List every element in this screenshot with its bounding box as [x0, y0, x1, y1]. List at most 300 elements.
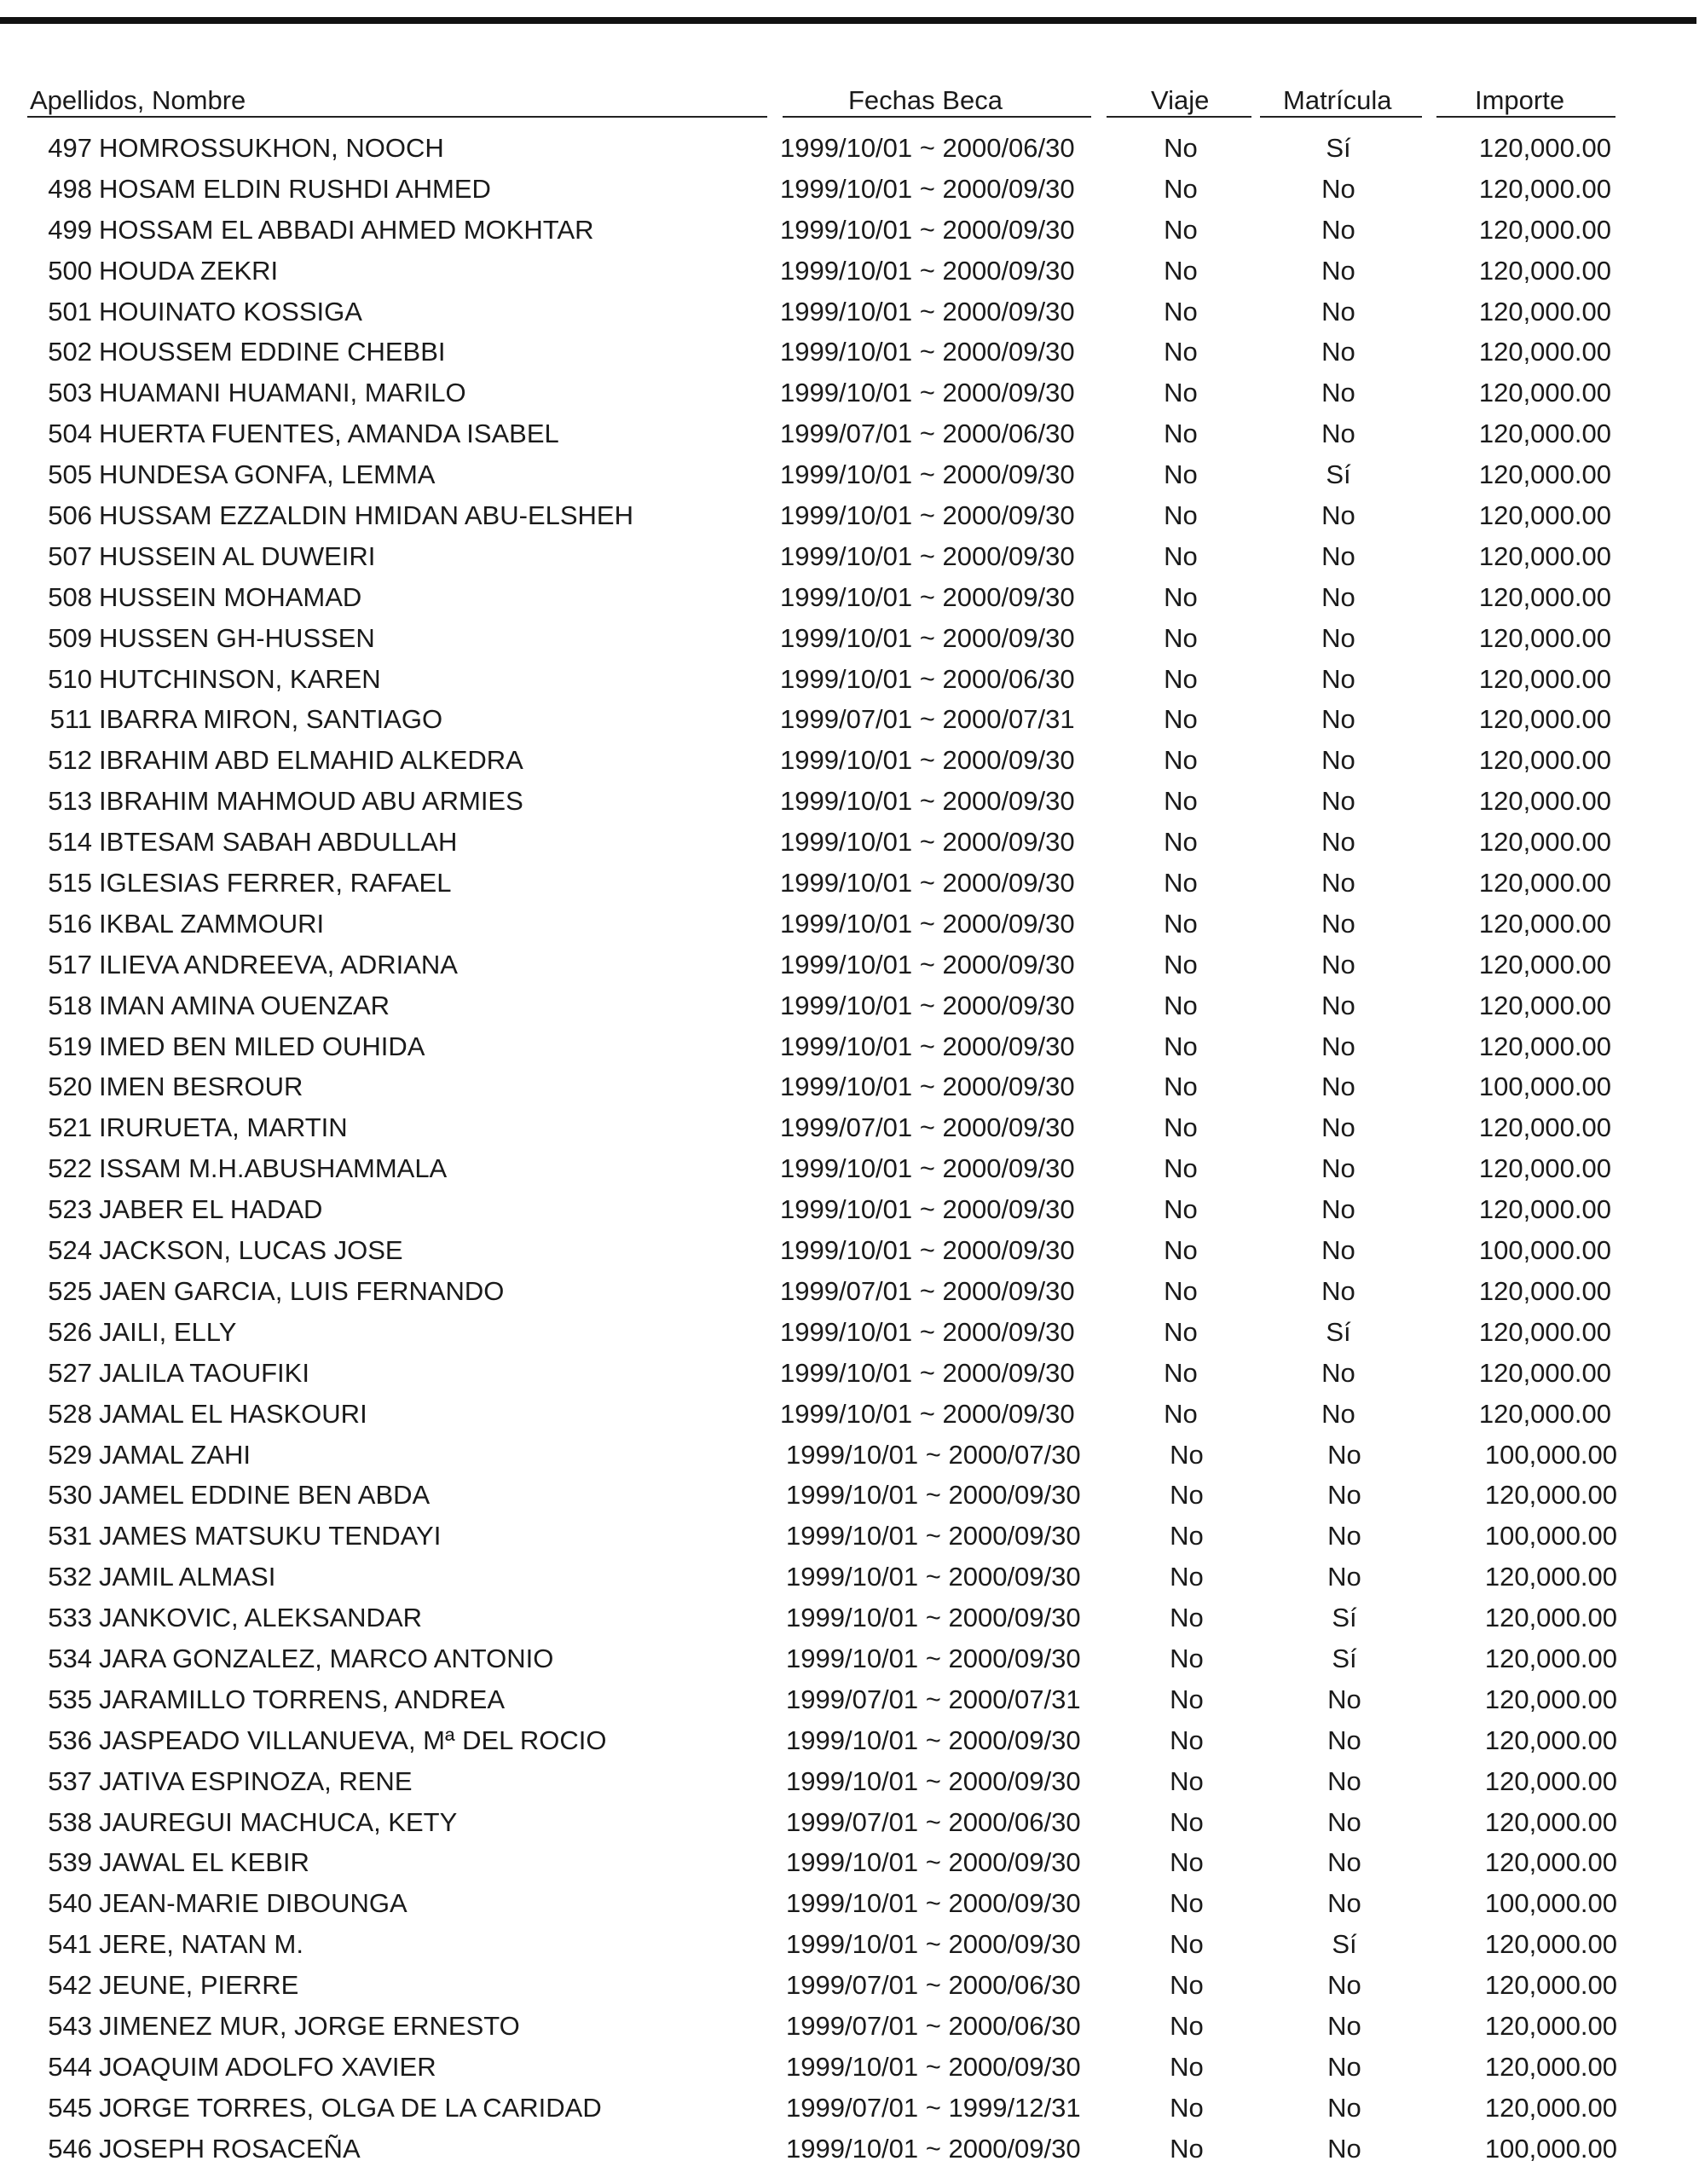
table-row: [0, 822, 1705, 863]
row-enrollment: No: [1321, 419, 1355, 449]
row-amount: 120,000.00: [1484, 2092, 1617, 2123]
row-travel: No: [1164, 868, 1198, 898]
row-number: 499: [48, 214, 92, 245]
table-row: [0, 1761, 1705, 1802]
row-enrollment: Sí: [1332, 1929, 1357, 1960]
row-number: 508: [48, 581, 92, 612]
row-number: 533: [48, 1603, 92, 1633]
row-dates: 1999/10/01 ~ 2000/06/30: [780, 663, 1075, 694]
row-dates: 1999/10/01 ~ 2000/09/30: [786, 1725, 1081, 1755]
row-enrollment: No: [1327, 1562, 1361, 1592]
table-row: [0, 1435, 1705, 1476]
row-enrollment: No: [1327, 1684, 1361, 1714]
header-name: Apellidos, Nombre: [30, 85, 246, 115]
row-number: 497: [48, 133, 92, 163]
row-travel: No: [1164, 255, 1198, 286]
table-row: [0, 1965, 1705, 2006]
row-name: JABER EL HADAD: [99, 1194, 323, 1225]
row-name: IGLESIAS FERRER, RAFAEL: [99, 868, 452, 898]
row-enrollment: No: [1321, 581, 1355, 612]
row-travel: No: [1164, 622, 1198, 653]
row-dates: 1999/10/01 ~ 2000/09/30: [780, 214, 1075, 245]
row-amount: 120,000.00: [1478, 622, 1611, 653]
row-amount: 100,000.00: [1478, 1235, 1611, 1266]
row-travel: No: [1164, 1194, 1198, 1225]
table-row: [0, 495, 1705, 536]
table-row: [0, 781, 1705, 822]
row-travel: No: [1164, 827, 1198, 858]
row-name: HOSSAM EL ABBADI AHMED MOKHTAR: [99, 214, 594, 245]
row-dates: 1999/07/01 ~ 2000/06/30: [780, 419, 1075, 449]
row-dates: 1999/10/01 ~ 2000/09/30: [780, 581, 1075, 612]
row-travel: No: [1164, 1357, 1198, 1388]
row-name: JORGE TORRES, OLGA DE LA CARIDAD: [99, 2092, 602, 2123]
row-dates: 1999/10/01 ~ 2000/09/30: [780, 622, 1075, 653]
table-row: [0, 413, 1705, 454]
row-dates: 1999/10/01 ~ 2000/09/30: [780, 296, 1075, 326]
table-row: [0, 1148, 1705, 1189]
row-travel: No: [1170, 1765, 1204, 1796]
row-name: JAILI, ELLY: [99, 1316, 237, 1347]
row-amount: 120,000.00: [1478, 1031, 1611, 1061]
table-row: [0, 1394, 1705, 1435]
row-name: IBTESAM SABAH ABDULLAH: [99, 827, 458, 858]
row-number: 510: [48, 663, 92, 694]
row-number: 526: [48, 1316, 92, 1347]
header-underline-amount: [1436, 116, 1615, 118]
row-travel: No: [1164, 1275, 1198, 1306]
row-amount: 120,000.00: [1484, 1562, 1617, 1592]
row-dates: 1999/10/01 ~ 2000/09/30: [780, 378, 1075, 408]
row-travel: No: [1164, 1316, 1198, 1347]
row-name: HUSSEN GH-HUSSEN: [99, 622, 375, 653]
row-travel: No: [1164, 786, 1198, 817]
row-enrollment: No: [1321, 745, 1355, 776]
row-amount: 120,000.00: [1484, 1929, 1617, 1960]
row-enrollment: No: [1327, 1806, 1361, 1837]
row-enrollment: No: [1327, 1970, 1361, 2001]
row-dates: 1999/10/01 ~ 2000/09/30: [780, 949, 1075, 979]
row-amount: 120,000.00: [1484, 1725, 1617, 1755]
row-number: 522: [48, 1153, 92, 1184]
row-dates: 1999/10/01 ~ 2000/09/30: [780, 1316, 1075, 1347]
row-name: JAWAL EL KEBIR: [99, 1847, 309, 1878]
row-enrollment: No: [1327, 1480, 1361, 1511]
row-number: 532: [48, 1562, 92, 1592]
row-travel: No: [1170, 1603, 1204, 1633]
row-dates: 1999/10/01 ~ 2000/09/30: [780, 990, 1075, 1020]
row-name: JOSEPH ROSACEÑA: [99, 2133, 361, 2164]
row-amount: 120,000.00: [1478, 581, 1611, 612]
row-number: 512: [48, 745, 92, 776]
row-enrollment: No: [1321, 1357, 1355, 1388]
row-amount: 120,000.00: [1484, 1970, 1617, 2001]
row-number: 535: [48, 1684, 92, 1714]
row-travel: No: [1164, 540, 1198, 571]
row-amount: 120,000.00: [1478, 255, 1611, 286]
row-amount: 120,000.00: [1478, 663, 1611, 694]
row-amount: 120,000.00: [1478, 173, 1611, 204]
row-name: HOMROSSUKHON, NOOCH: [99, 133, 444, 163]
row-dates: 1999/10/01 ~ 2000/09/30: [786, 1521, 1081, 1551]
row-enrollment: No: [1321, 1031, 1355, 1061]
row-travel: No: [1164, 908, 1198, 939]
row-dates: 1999/07/01 ~ 2000/09/30: [780, 1112, 1075, 1143]
row-enrollment: No: [1321, 949, 1355, 979]
row-travel: No: [1170, 2133, 1204, 2164]
table-row: [0, 1475, 1705, 1516]
row-name: HOUSSEM EDDINE CHEBBI: [99, 337, 446, 367]
row-travel: No: [1170, 1643, 1204, 1673]
row-dates: 1999/10/01 ~ 2000/09/30: [780, 459, 1075, 490]
table-row: [0, 2129, 1705, 2170]
row-dates: 1999/07/01 ~ 2000/09/30: [780, 1275, 1075, 1306]
row-enrollment: No: [1327, 2051, 1361, 2082]
table-row: [0, 985, 1705, 1026]
row-enrollment: No: [1327, 1765, 1361, 1796]
table-row: [0, 1353, 1705, 1394]
row-name: HOUDA ZEKRI: [99, 255, 279, 286]
row-number: 541: [48, 1929, 92, 1960]
row-enrollment: No: [1321, 704, 1355, 735]
row-dates: 1999/10/01 ~ 2000/09/30: [780, 868, 1075, 898]
row-dates: 1999/10/01 ~ 2000/09/30: [780, 1031, 1075, 1061]
row-amount: 120,000.00: [1478, 786, 1611, 817]
row-enrollment: No: [1321, 173, 1355, 204]
row-dates: 1999/07/01 ~ 2000/06/30: [786, 1806, 1081, 1837]
row-travel: No: [1164, 500, 1198, 531]
row-amount: 120,000.00: [1484, 1684, 1617, 1714]
row-name: JAMAL EL HASKOURI: [99, 1398, 367, 1429]
row-enrollment: Sí: [1332, 1603, 1357, 1633]
row-name: HUERTA FUENTES, AMANDA ISABEL: [99, 419, 559, 449]
row-amount: 120,000.00: [1478, 745, 1611, 776]
row-dates: 1999/10/01 ~ 2000/09/30: [780, 1153, 1075, 1184]
row-number: 527: [48, 1357, 92, 1388]
row-number: 514: [48, 827, 92, 858]
row-enrollment: No: [1321, 378, 1355, 408]
row-number: 513: [48, 786, 92, 817]
row-name: JIMENEZ MUR, JORGE ERNESTO: [99, 2010, 520, 2041]
row-name: IBRAHIM MAHMOUD ABU ARMIES: [99, 786, 523, 817]
row-name: HUAMANI HUAMANI, MARILO: [99, 378, 466, 408]
row-number: 519: [48, 1031, 92, 1061]
row-travel: No: [1170, 1847, 1204, 1878]
row-travel: No: [1164, 133, 1198, 163]
row-travel: No: [1164, 663, 1198, 694]
row-travel: No: [1164, 949, 1198, 979]
row-amount: 120,000.00: [1484, 1806, 1617, 1837]
row-enrollment: No: [1321, 786, 1355, 817]
table-row: [0, 1312, 1705, 1353]
row-dates: 1999/07/01 ~ 2000/06/30: [786, 2010, 1081, 2041]
row-amount: 100,000.00: [1484, 2133, 1617, 2164]
row-enrollment: No: [1327, 1725, 1361, 1755]
row-amount: 120,000.00: [1484, 1765, 1617, 1796]
row-enrollment: No: [1327, 1847, 1361, 1878]
row-number: 545: [48, 2092, 92, 2123]
row-enrollment: Sí: [1326, 1316, 1351, 1347]
row-dates: 1999/07/01 ~ 1999/12/31: [786, 2092, 1081, 2123]
row-enrollment: No: [1327, 1888, 1361, 1919]
row-number: 524: [48, 1235, 92, 1266]
row-name: JEUNE, PIERRE: [99, 1970, 299, 2001]
row-enrollment: No: [1321, 1275, 1355, 1306]
row-travel: No: [1170, 1562, 1204, 1592]
row-name: IMEN BESROUR: [99, 1072, 303, 1102]
row-number: 544: [48, 2051, 92, 2082]
row-travel: No: [1164, 173, 1198, 204]
table-row: [0, 945, 1705, 985]
row-name: IMAN AMINA OUENZAR: [99, 990, 390, 1020]
row-dates: 1999/10/01 ~ 2000/09/30: [786, 1480, 1081, 1511]
row-travel: No: [1164, 1398, 1198, 1429]
row-dates: 1999/10/01 ~ 2000/09/30: [786, 1562, 1081, 1592]
row-dates: 1999/10/01 ~ 2000/09/30: [780, 1194, 1075, 1225]
row-name: JALILA TAOUFIKI: [99, 1357, 309, 1388]
row-name: JAMEL EDDINE BEN ABDA: [99, 1480, 431, 1511]
row-dates: 1999/10/01 ~ 2000/09/30: [786, 1847, 1081, 1878]
row-dates: 1999/07/01 ~ 2000/06/30: [786, 1970, 1081, 2001]
row-number: 504: [48, 419, 92, 449]
row-number: 546: [48, 2133, 92, 2164]
row-amount: 120,000.00: [1478, 500, 1611, 531]
row-dates: 1999/10/01 ~ 2000/09/30: [786, 1888, 1081, 1919]
row-amount: 100,000.00: [1484, 1888, 1617, 1919]
row-dates: 1999/10/01 ~ 2000/09/30: [780, 745, 1075, 776]
row-travel: No: [1164, 1153, 1198, 1184]
table-row: [0, 1107, 1705, 1148]
header-underline-enrollment: [1260, 116, 1422, 118]
row-enrollment: Sí: [1326, 459, 1351, 490]
row-amount: 120,000.00: [1478, 908, 1611, 939]
row-amount: 120,000.00: [1478, 378, 1611, 408]
row-name: IBRAHIM ABD ELMAHID ALKEDRA: [99, 745, 523, 776]
row-name: ISSAM M.H.ABUSHAMMALA: [99, 1153, 448, 1184]
row-amount: 120,000.00: [1478, 827, 1611, 858]
row-amount: 120,000.00: [1478, 1275, 1611, 1306]
header-travel: Viaje: [1151, 85, 1210, 115]
table-row: [0, 169, 1705, 210]
table-row: [0, 740, 1705, 781]
table-row: [0, 1189, 1705, 1230]
header-amount: Importe: [1475, 85, 1565, 115]
table-row: [0, 1679, 1705, 1720]
row-amount: 120,000.00: [1484, 1480, 1617, 1511]
table-row: [0, 1924, 1705, 1965]
row-travel: No: [1164, 1031, 1198, 1061]
row-travel: No: [1164, 296, 1198, 326]
table-row: [0, 128, 1705, 169]
row-amount: 100,000.00: [1484, 1439, 1617, 1470]
row-number: 525: [48, 1275, 92, 1306]
row-travel: No: [1164, 990, 1198, 1020]
row-amount: 120,000.00: [1484, 1603, 1617, 1633]
row-name: IBARRA MIRON, SANTIAGO: [99, 704, 443, 735]
row-name: HUNDESA GONFA, LEMMA: [99, 459, 436, 490]
row-number: 498: [48, 173, 92, 204]
row-name: HUSSEIN MOHAMAD: [99, 581, 362, 612]
row-enrollment: Sí: [1326, 133, 1351, 163]
row-dates: 1999/07/01 ~ 2000/07/31: [780, 704, 1075, 735]
row-number: 521: [48, 1112, 92, 1143]
row-enrollment: No: [1321, 827, 1355, 858]
row-dates: 1999/07/01 ~ 2000/07/31: [786, 1684, 1081, 1714]
row-dates: 1999/10/01 ~ 2000/09/30: [780, 1398, 1075, 1429]
table-row: [0, 904, 1705, 945]
scholarship-table-body: [0, 128, 1705, 2170]
table-row: [0, 1230, 1705, 1271]
row-dates: 1999/10/01 ~ 2000/09/30: [786, 2051, 1081, 2082]
row-number: 509: [48, 622, 92, 653]
row-number: 503: [48, 378, 92, 408]
row-number: 500: [48, 255, 92, 286]
row-enrollment: No: [1327, 1439, 1361, 1470]
row-amount: 120,000.00: [1484, 2051, 1617, 2082]
table-row: [0, 1026, 1705, 1067]
row-number: 531: [48, 1521, 92, 1551]
table-row: [0, 1557, 1705, 1598]
row-number: 523: [48, 1194, 92, 1225]
row-enrollment: No: [1321, 296, 1355, 326]
row-travel: No: [1170, 1806, 1204, 1837]
row-number: 511: [49, 704, 92, 735]
row-dates: 1999/10/01 ~ 2000/06/30: [780, 133, 1075, 163]
row-enrollment: No: [1321, 1235, 1355, 1266]
row-number: 502: [48, 337, 92, 367]
row-amount: 120,000.00: [1478, 337, 1611, 367]
row-dates: 1999/10/01 ~ 2000/09/30: [780, 255, 1075, 286]
row-number: 506: [48, 500, 92, 531]
table-row: [0, 1516, 1705, 1557]
row-number: 516: [48, 908, 92, 939]
table-row: [0, 251, 1705, 292]
row-travel: No: [1170, 2092, 1204, 2123]
row-dates: 1999/10/01 ~ 2000/09/30: [786, 1643, 1081, 1673]
row-name: HOUINATO KOSSIGA: [99, 296, 362, 326]
top-rule: [0, 17, 1696, 24]
row-amount: 120,000.00: [1478, 459, 1611, 490]
table-row: [0, 1598, 1705, 1638]
row-travel: No: [1170, 2051, 1204, 2082]
row-amount: 120,000.00: [1478, 133, 1611, 163]
row-amount: 120,000.00: [1478, 704, 1611, 735]
row-number: 540: [48, 1888, 92, 1919]
row-travel: No: [1170, 1970, 1204, 2001]
row-amount: 120,000.00: [1478, 1398, 1611, 1429]
row-amount: 120,000.00: [1478, 1112, 1611, 1143]
row-enrollment: No: [1321, 1194, 1355, 1225]
table-row: [0, 2006, 1705, 2047]
row-travel: No: [1170, 1439, 1204, 1470]
row-enrollment: No: [1327, 2010, 1361, 2041]
row-amount: 120,000.00: [1478, 296, 1611, 326]
row-dates: 1999/10/01 ~ 2000/09/30: [786, 1929, 1081, 1960]
row-name: JAMIL ALMASI: [99, 1562, 276, 1592]
row-amount: 120,000.00: [1478, 1153, 1611, 1184]
row-enrollment: No: [1321, 1153, 1355, 1184]
row-name: HUSSAM EZZALDIN HMIDAN ABU-ELSHEH: [99, 500, 633, 531]
row-travel: No: [1164, 459, 1198, 490]
row-name: JACKSON, LUCAS JOSE: [99, 1235, 403, 1266]
row-number: 528: [48, 1398, 92, 1429]
row-number: 537: [48, 1765, 92, 1796]
row-number: 536: [48, 1725, 92, 1755]
row-enrollment: Sí: [1332, 1643, 1357, 1673]
row-amount: 120,000.00: [1478, 990, 1611, 1020]
row-dates: 1999/10/01 ~ 2000/09/30: [780, 786, 1075, 817]
row-name: JEAN-MARIE DIBOUNGA: [99, 1888, 407, 1919]
row-name: JANKOVIC, ALEKSANDAR: [99, 1603, 423, 1633]
row-amount: 120,000.00: [1478, 419, 1611, 449]
row-enrollment: No: [1321, 1112, 1355, 1143]
row-number: 520: [48, 1072, 92, 1102]
row-enrollment: No: [1321, 868, 1355, 898]
row-amount: 120,000.00: [1484, 1847, 1617, 1878]
row-name: JARA GONZALEZ, MARCO ANTONIO: [99, 1643, 554, 1673]
row-dates: 1999/10/01 ~ 2000/09/30: [786, 1603, 1081, 1633]
header-underline-travel: [1107, 116, 1251, 118]
row-number: 539: [48, 1847, 92, 1878]
row-name: HOSAM ELDIN RUSHDI AHMED: [99, 173, 491, 204]
row-travel: No: [1164, 1072, 1198, 1102]
row-dates: 1999/10/01 ~ 2000/09/30: [780, 337, 1075, 367]
table-row: [0, 2047, 1705, 2088]
header-dates: Fechas Beca: [848, 85, 1003, 115]
table-row: [0, 210, 1705, 251]
row-number: 517: [48, 949, 92, 979]
row-enrollment: No: [1321, 337, 1355, 367]
table-row: [0, 699, 1705, 740]
table-row: [0, 292, 1705, 332]
row-name: HUTCHINSON, KAREN: [99, 663, 381, 694]
row-enrollment: No: [1321, 1398, 1355, 1429]
row-name: JARAMILLO TORRENS, ANDREA: [99, 1684, 506, 1714]
row-enrollment: No: [1321, 214, 1355, 245]
row-number: 538: [48, 1806, 92, 1837]
row-number: 505: [48, 459, 92, 490]
row-enrollment: No: [1327, 1521, 1361, 1551]
row-dates: 1999/10/01 ~ 2000/07/30: [786, 1439, 1081, 1470]
table-row: [0, 863, 1705, 904]
table-row: [0, 1066, 1705, 1107]
row-enrollment: No: [1321, 500, 1355, 531]
row-dates: 1999/10/01 ~ 2000/09/30: [780, 1072, 1075, 1102]
table-row: [0, 1638, 1705, 1679]
row-dates: 1999/10/01 ~ 2000/09/30: [786, 2133, 1081, 2164]
row-enrollment: No: [1321, 255, 1355, 286]
row-amount: 120,000.00: [1478, 868, 1611, 898]
row-name: JAEN GARCIA, LUIS FERNANDO: [99, 1275, 505, 1306]
row-number: 515: [48, 868, 92, 898]
table-row: [0, 1802, 1705, 1843]
row-amount: 100,000.00: [1484, 1521, 1617, 1551]
header-underline-name: [27, 116, 767, 118]
row-dates: 1999/10/01 ~ 2000/09/30: [780, 173, 1075, 204]
row-amount: 120,000.00: [1484, 1643, 1617, 1673]
row-travel: No: [1164, 1112, 1198, 1143]
row-enrollment: No: [1321, 663, 1355, 694]
table-row: [0, 1271, 1705, 1312]
row-name: HUSSEIN AL DUWEIRI: [99, 540, 376, 571]
row-amount: 100,000.00: [1478, 1072, 1611, 1102]
row-dates: 1999/10/01 ~ 2000/09/30: [780, 1235, 1075, 1266]
row-name: JOAQUIM ADOLFO XAVIER: [99, 2051, 436, 2082]
row-amount: 120,000.00: [1484, 2010, 1617, 2041]
row-name: JAUREGUI MACHUCA, KETY: [99, 1806, 458, 1837]
row-amount: 120,000.00: [1478, 1316, 1611, 1347]
row-enrollment: No: [1321, 540, 1355, 571]
